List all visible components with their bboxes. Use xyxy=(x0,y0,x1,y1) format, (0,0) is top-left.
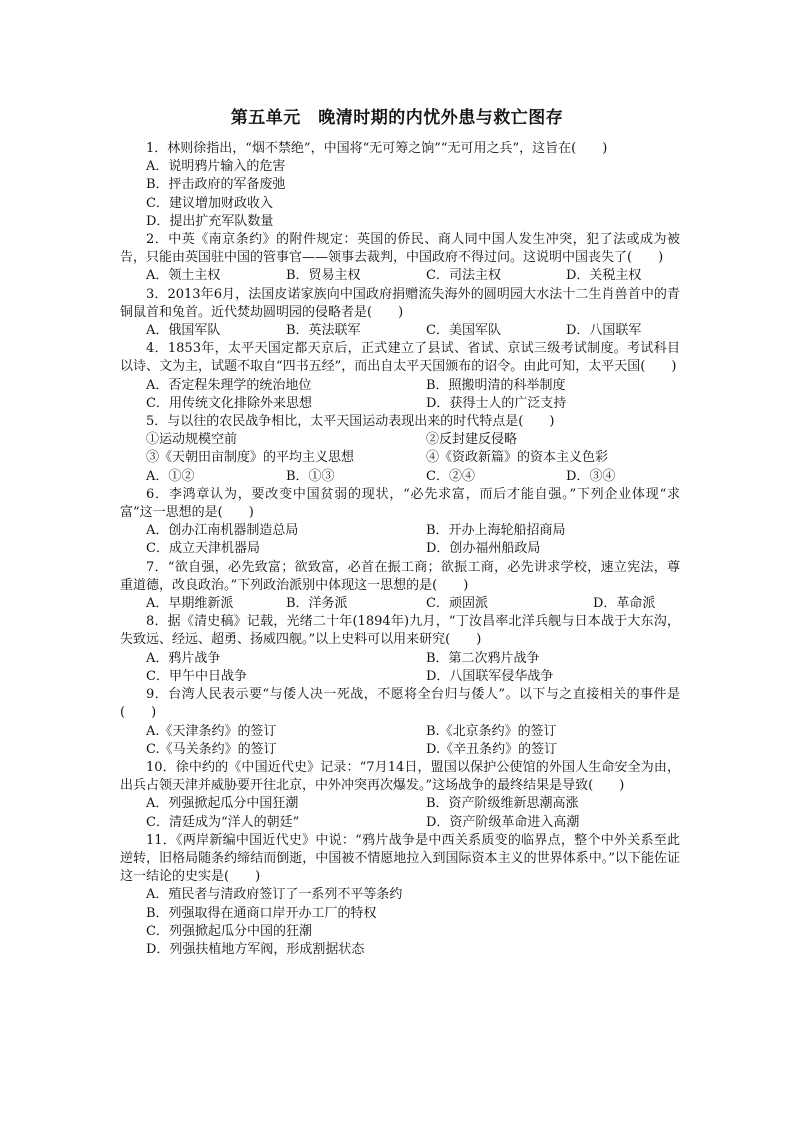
option-c: C．用传统文化排除外来思想 xyxy=(146,395,312,411)
option-c: C．②④ xyxy=(426,468,475,484)
option-c: C．美国军队 xyxy=(426,323,501,339)
question-stem: 6．李鸿章认为，要改变中国贫弱的现状，“必先求富，而后才能自强。”下列企业体现“求富”这一思想的是( ) xyxy=(120,486,680,521)
question-5 xyxy=(120,413,680,486)
question-2 xyxy=(120,231,680,286)
option-b: B．列强取得在通商口岸开办工厂的特权 xyxy=(146,905,377,921)
option-a: A．早期维新派 xyxy=(146,596,234,612)
option-b: B．英法联军 xyxy=(286,323,361,339)
option-b: B．资产阶级维新思潮高涨 xyxy=(426,796,579,812)
option-c: C．列强掀起瓜分中国的狂潮 xyxy=(146,923,312,939)
option-b: B．开办上海轮船招商局 xyxy=(426,523,566,539)
option-b: B．照搬明清的科举制度 xyxy=(426,377,566,393)
question-11 xyxy=(120,832,680,959)
option-d: D．关税主权 xyxy=(566,268,642,284)
option-d: D．八国联军侵华战争 xyxy=(426,668,554,684)
option-b: B．①③ xyxy=(286,468,335,484)
question-1 xyxy=(120,140,680,231)
option-c: C．甲午中日战争 xyxy=(146,668,247,684)
page-title: 第五单元 晚清时期的内忧外患与救亡图存 xyxy=(230,108,564,128)
question-stem: 7．“欲自强，必先致富；欲致富，必首在振工商；欲振工商，必先讲求学校，速立宪法，尊重道德，改良政治。”下列政治派别中体现这一思想的是( ) xyxy=(120,559,680,593)
option-a: A．列强掀起瓜分中国狂潮 xyxy=(146,796,299,812)
question-stem: 4．1853年，太平天国定都天京后，正式建立了县试、省试、京试三级考试制度。考试科目以诗、文为主，试题不取自“四书五经”，而出自太平天国颁布的诏令。由此可知，太平天国( ) xyxy=(120,341,680,375)
question-6 xyxy=(120,486,680,559)
option-c: C．顽固派 xyxy=(426,596,488,612)
question-8 xyxy=(120,613,680,686)
question-stem: 8．据《清史稿》记载，光绪二十年(1894年)九月，“丁汝昌率北洋兵舰与日本战于大东沟，失致远、经远、超勇、扬威四舰。”以上史料可以用来研究( ) xyxy=(120,614,680,648)
option-d: D．提出扩充军队数量 xyxy=(146,213,274,229)
question-stem: 5．与以往的农民战争相比，太平天国运动表现出来的时代特点是( ) xyxy=(146,414,555,430)
option-a: A．领土主权 xyxy=(146,268,221,284)
question-stem: 1．林则徐指出，“烟不禁绝”，中国将“无可筹之饷”“无可用之兵”，这旨在( ) xyxy=(146,141,608,156)
question-list xyxy=(120,140,680,959)
option-d: D．列强扶植地方军阀，形成割据状态 xyxy=(146,941,365,957)
option-a: A．否定程朱理学的统治地位 xyxy=(146,377,312,393)
option-a: A．鸦片战争 xyxy=(146,650,221,666)
option-b: B．贸易主权 xyxy=(286,268,361,284)
question-stem: 9．台湾人民表示要“与倭人决一死战，不愿将全台归与倭人”。以下与之直接相关的事件是( ) xyxy=(120,687,680,721)
option-c: C．建议增加财政收入 xyxy=(146,195,273,211)
option-d: D．八国联军 xyxy=(566,323,642,339)
option-a: A．①② xyxy=(146,468,195,484)
option-c: C.《马关条约》的签订 xyxy=(146,741,277,757)
question-3 xyxy=(120,286,680,341)
statement-3: ③《天朝田亩制度》的平均主义思想 xyxy=(146,450,355,466)
option-d: D．革命派 xyxy=(593,596,656,612)
option-d: D．创办福州船政局 xyxy=(426,541,541,557)
statement-2: ②反封建反侵略 xyxy=(426,432,518,448)
question-9 xyxy=(120,686,680,759)
question-stem: 10．徐中约的《中国近代史》记录：“7月14日，盟国以保护公使馆的外国人生命安全为由，出兵占领天津并威胁要开往北京，中外冲突再次爆发。”这场战争的最终结果是导致( ) xyxy=(120,759,680,794)
option-a: A．创办江南机器制造总局 xyxy=(146,523,299,539)
option-b: B．洋务派 xyxy=(286,596,348,612)
question-7 xyxy=(120,559,680,614)
option-b: B．第二次鸦片战争 xyxy=(426,650,540,666)
option-b: B．抨击政府的军备废弛 xyxy=(146,177,286,193)
option-b: B.《北京条约》的签订 xyxy=(426,723,557,739)
option-c: C．司法主权 xyxy=(426,268,501,284)
question-stem: 2．中英《南京条约》的附件规定：英国的侨民、商人同中国人发生冲突，犯了法或成为被告，只能由英国驻中国的管事官——领事去裁判，中国政府不得过问。这说明中国丧失了( ) xyxy=(120,232,680,266)
option-a: A．俄国军队 xyxy=(146,323,221,339)
question-stem: 3．2013年6月，法国皮诺家族向中国政府捐赠流失海外的圆明园大水法十二生肖兽首中的青铜鼠首和兔首。近代焚劫圆明园的侵略者是( ) xyxy=(120,286,680,320)
option-c: C．成立天津机器局 xyxy=(146,541,260,557)
option-d: D．获得士人的广泛支持 xyxy=(426,395,567,411)
question-10 xyxy=(120,759,680,832)
statement-4: ④《资政新篇》的资本主义色彩 xyxy=(426,450,609,466)
option-a: A．说明鸦片输入的危害 xyxy=(146,159,286,175)
question-stem: 11．《两岸新编中国近代史》中说：“鸦片战争是中西关系质变的临界点，整个中外关系至此逆转，旧格局随条约缔结而倒逝，中国被不情愿地拉入到国际资本主义的世界体系中。”以下能佐证这一结论的史实是( ) xyxy=(120,832,680,885)
option-d: D.《辛丑条约》的签订 xyxy=(426,741,558,757)
option-a: A.《天津条约》的签订 xyxy=(146,723,277,739)
option-c: C．清廷成为“洋人的朝廷” xyxy=(146,814,300,830)
question-4 xyxy=(120,340,680,413)
option-d: D．资产阶级革命进入高潮 xyxy=(426,814,580,830)
option-a: A．殖民者与清政府签订了一系列不平等条约 xyxy=(146,887,403,903)
statement-1: ①运动规模空前 xyxy=(146,432,238,448)
option-d: D．③④ xyxy=(566,468,616,484)
